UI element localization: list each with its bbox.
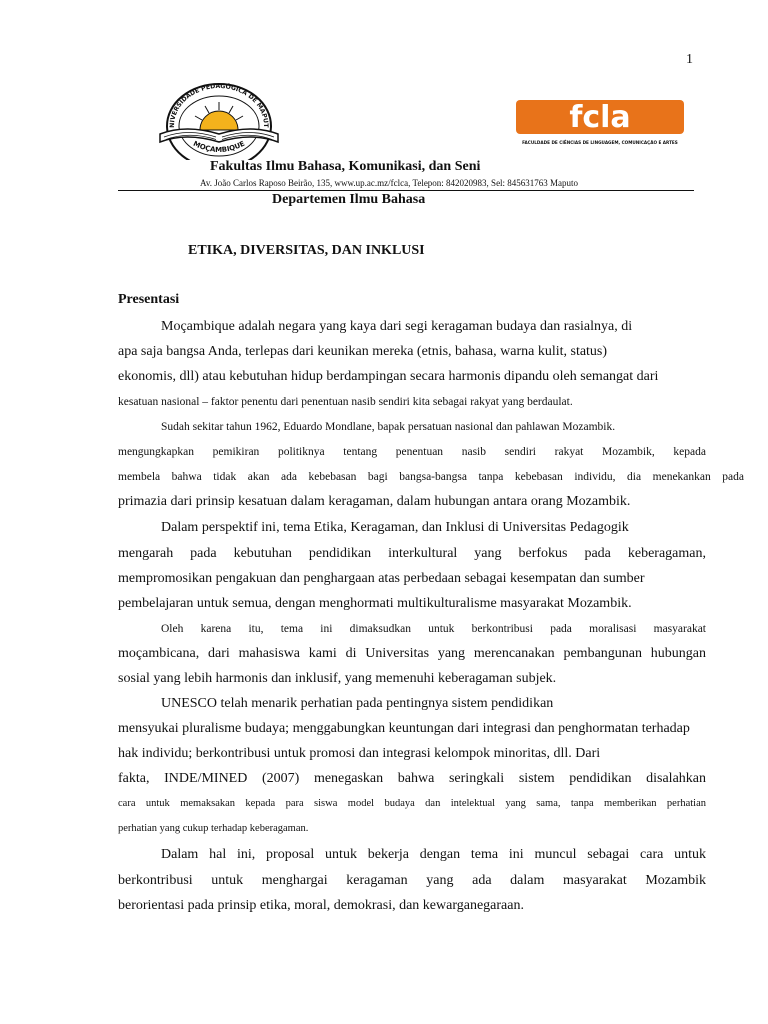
section-heading: Presentasi	[118, 292, 180, 307]
body-line: Sudah sekitar tahun 1962, Eduardo Mondlane, bapak persatuan nasional dan pahlawan Mozambik.	[161, 421, 616, 433]
faculty-address: Av. João Carlos Raposo Beirão, 135, www.up.ac.mz/fclca, Telepon: 842020983, Sel: 845631763 Maputo	[200, 178, 579, 188]
body-line: ekonomis, dll) atau kebutuhan hidup berdampingan secara harmonis dipandu oleh semangat dari	[118, 369, 659, 384]
body-line: apa saja bangsa Anda, terlepas dari keunikan mereka (etnis, bahasa, warna kulit, status)	[118, 344, 608, 359]
fcla-logo	[514, 98, 686, 148]
body-line: mengarah pada kebutuhan pendidikan interkultural yang berfokus pada keberagaman,	[118, 546, 706, 561]
body-line: fakta, INDE/MINED (2007) menegaskan bahwa seringkali sistem pendidikan disalahkan	[118, 771, 706, 786]
page-number: 1	[686, 52, 693, 67]
body-line: cara untuk memaksakan kepada para siswa model budaya dan intelektual yang sama, tanpa memberikan perhatian	[118, 798, 706, 809]
body-line: pembelajaran untuk semua, dengan menghormati multikulturalisme masyarakat Mozambik.	[118, 596, 632, 611]
body-line: mempromosikan pengakuan dan penghargaan atas perbedaan sebagai kesempatan dan sumber	[118, 571, 645, 586]
logo-wordmark: fcla	[569, 100, 631, 135]
body-line: primazia dari prinsip kesatuan dalam keragaman, dalam hubungan antara orang Mozambik.	[118, 494, 631, 509]
body-line: sosial yang lebih harmonis dan inklusif, yang memenuhi keberagaman subjek.	[118, 671, 557, 686]
body-line: membela bahwa tidak akan ada kebebasan bagi bangsa-bangsa tanpa kebebasan individu, dia menekankan pada	[118, 471, 744, 483]
body-line: Dalam perspektif ini, tema Etika, Keragaman, dan Inklusi di Universitas Pedagogik	[161, 520, 629, 535]
logo-tagline: FACULDADE DE CIÊNCIAS DE LINGUAGEM, COMUNICAÇÃO E ARTES	[522, 140, 678, 145]
body-line: berkontribusi untuk menghargai keragaman yang ada dalam masyarakat Mozambik	[118, 873, 706, 888]
body-line: moçambicana, dari mahasiswa kami di Universitas yang merencanakan pembangunan hubungan	[118, 646, 706, 661]
body-line: Oleh karena itu, tema ini dimaksudkan untuk berkontribusi pada moralisasi masyarakat	[161, 623, 706, 635]
logo-ring-text: NIVERSIDADE PEDAGÓGICA DE MAPUT	[168, 82, 270, 128]
header-divider	[118, 190, 694, 191]
faculty-name: Fakultas Ilmu Bahasa, Komunikasi, dan Seni	[210, 159, 481, 174]
body-line: Moçambique adalah negara yang kaya dari segi keragaman budaya dan rasialnya, di	[161, 319, 633, 334]
body-line: berorientasi pada prinsip etika, moral, demokrasi, dan kewarganegaraan.	[118, 898, 524, 913]
body-line: kesatuan nasional – faktor penentu dari penentuan nasib sendiri kita sebagai rakyat yang berdaulat.	[118, 396, 573, 408]
body-line: Dalam hal ini, proposal untuk bekerja dengan tema ini muncul sebagai cara untuk	[161, 847, 706, 862]
document-title: ETIKA, DIVERSITAS, DAN INKLUSI	[188, 243, 425, 258]
body-line: mengungkapkan pemikiran politiknya tentang penentuan nasib sendiri rakyat Mozambik, kepada	[118, 446, 706, 458]
body-line: mensyukai pluralisme budaya; menggabungkan keuntungan dari integrasi dan penghormatan terhadap	[118, 721, 690, 736]
body-line: perhatian yang cukup terhadap keberagaman.	[118, 823, 309, 834]
university-logo	[156, 80, 282, 160]
body-line: UNESCO telah menarik perhatian pada pentingnya sistem pendidikan	[161, 696, 554, 711]
department-name: Departemen Ilmu Bahasa	[272, 192, 426, 207]
logo-caption: MOÇAMBIQUE	[191, 139, 247, 155]
body-line: hak individu; berkontribusi untuk promosi dan integrasi kelompok minoritas, dll. Dari	[118, 746, 601, 761]
